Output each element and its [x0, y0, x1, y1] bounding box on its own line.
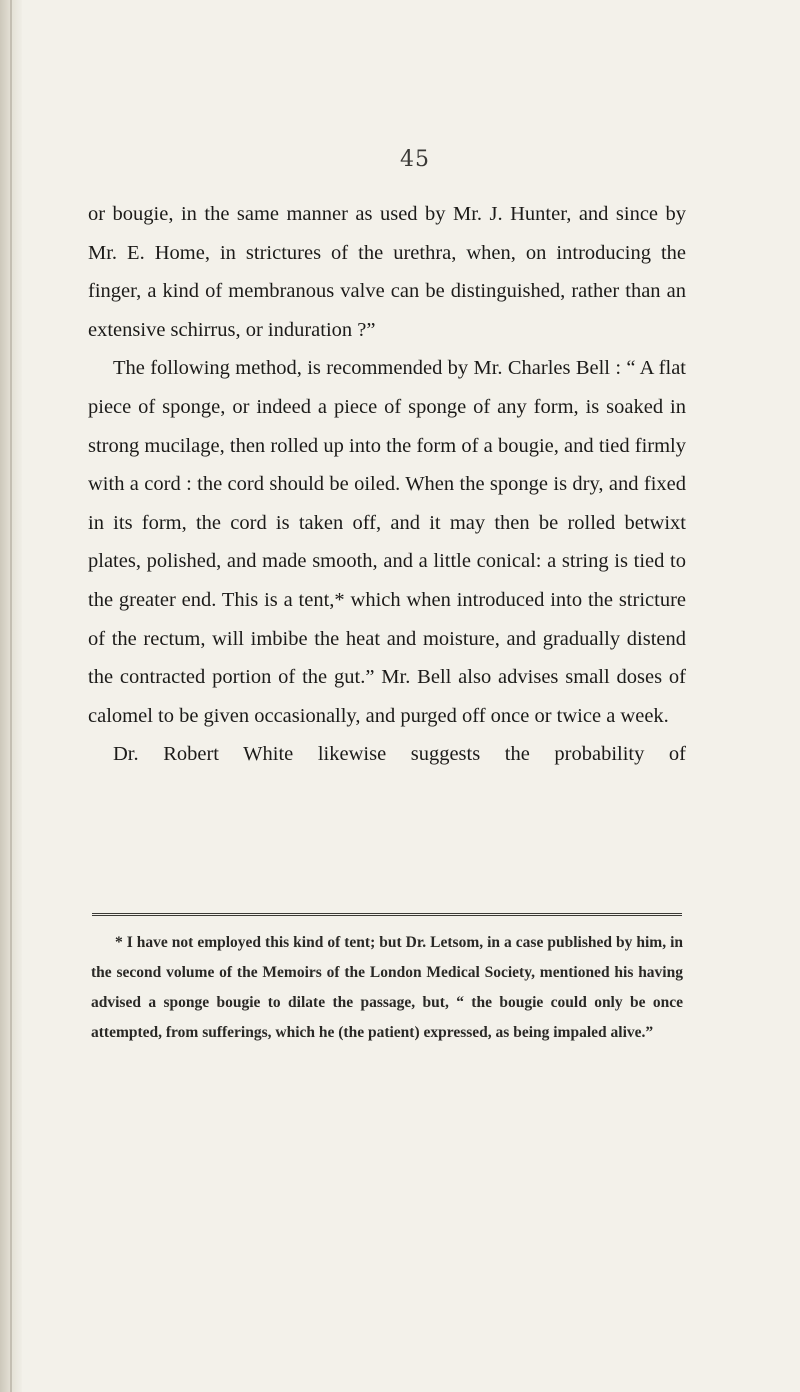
paragraph-white: Dr. Robert White likewise suggests the probability of [113, 743, 686, 766]
paragraph-continuation: or bougie, in the same manner as used by Mr. J. Hunter, and since by Mr. E. Home, in strictures of the urethra, when, on introducing the finger, a kind of membranous valve can be distinguished, rather than an extensive schirrus, or induration ?” [88, 203, 686, 341]
paragraph-bell-method: The following method, is recommended by Mr. Charles Bell : “ A flat piece of sponge, or indeed a piece of sponge of any form, is soaked in strong mucilage, then rolled up into the form of a bougie, and tied firmly with a cord : the cord should be oiled. When the sponge is dry, and fixed in its form, the cord is taken off, and it may then be rolled betwixt plates, polished, and made smooth, and a little conical: a string is tied to the greater end. This is a tent,* which when introduced into the stricture of the rectum, will imbibe the heat and moisture, and gradually distend the contracted portion of the gut.” Mr. Bell also advises small doses of calomel to be given occasionally, and purged off once or twice a week. [88, 357, 686, 727]
main-text [88, 195, 686, 813]
footnote-divider [92, 913, 682, 916]
footnote-text: * I have not employed this kind of tent; but Dr. Letsom, in a case published by him, in the second volume of the Memoirs of the London Medical Society, mentioned his having advised a sponge bougie to dilate the passage, but, “ the bougie could only be once attempted, from sufferings, which he (the patient) expressed, as being impaled alive.” [91, 934, 683, 1041]
footnote [91, 928, 683, 1048]
page-number: 45 [400, 147, 430, 172]
